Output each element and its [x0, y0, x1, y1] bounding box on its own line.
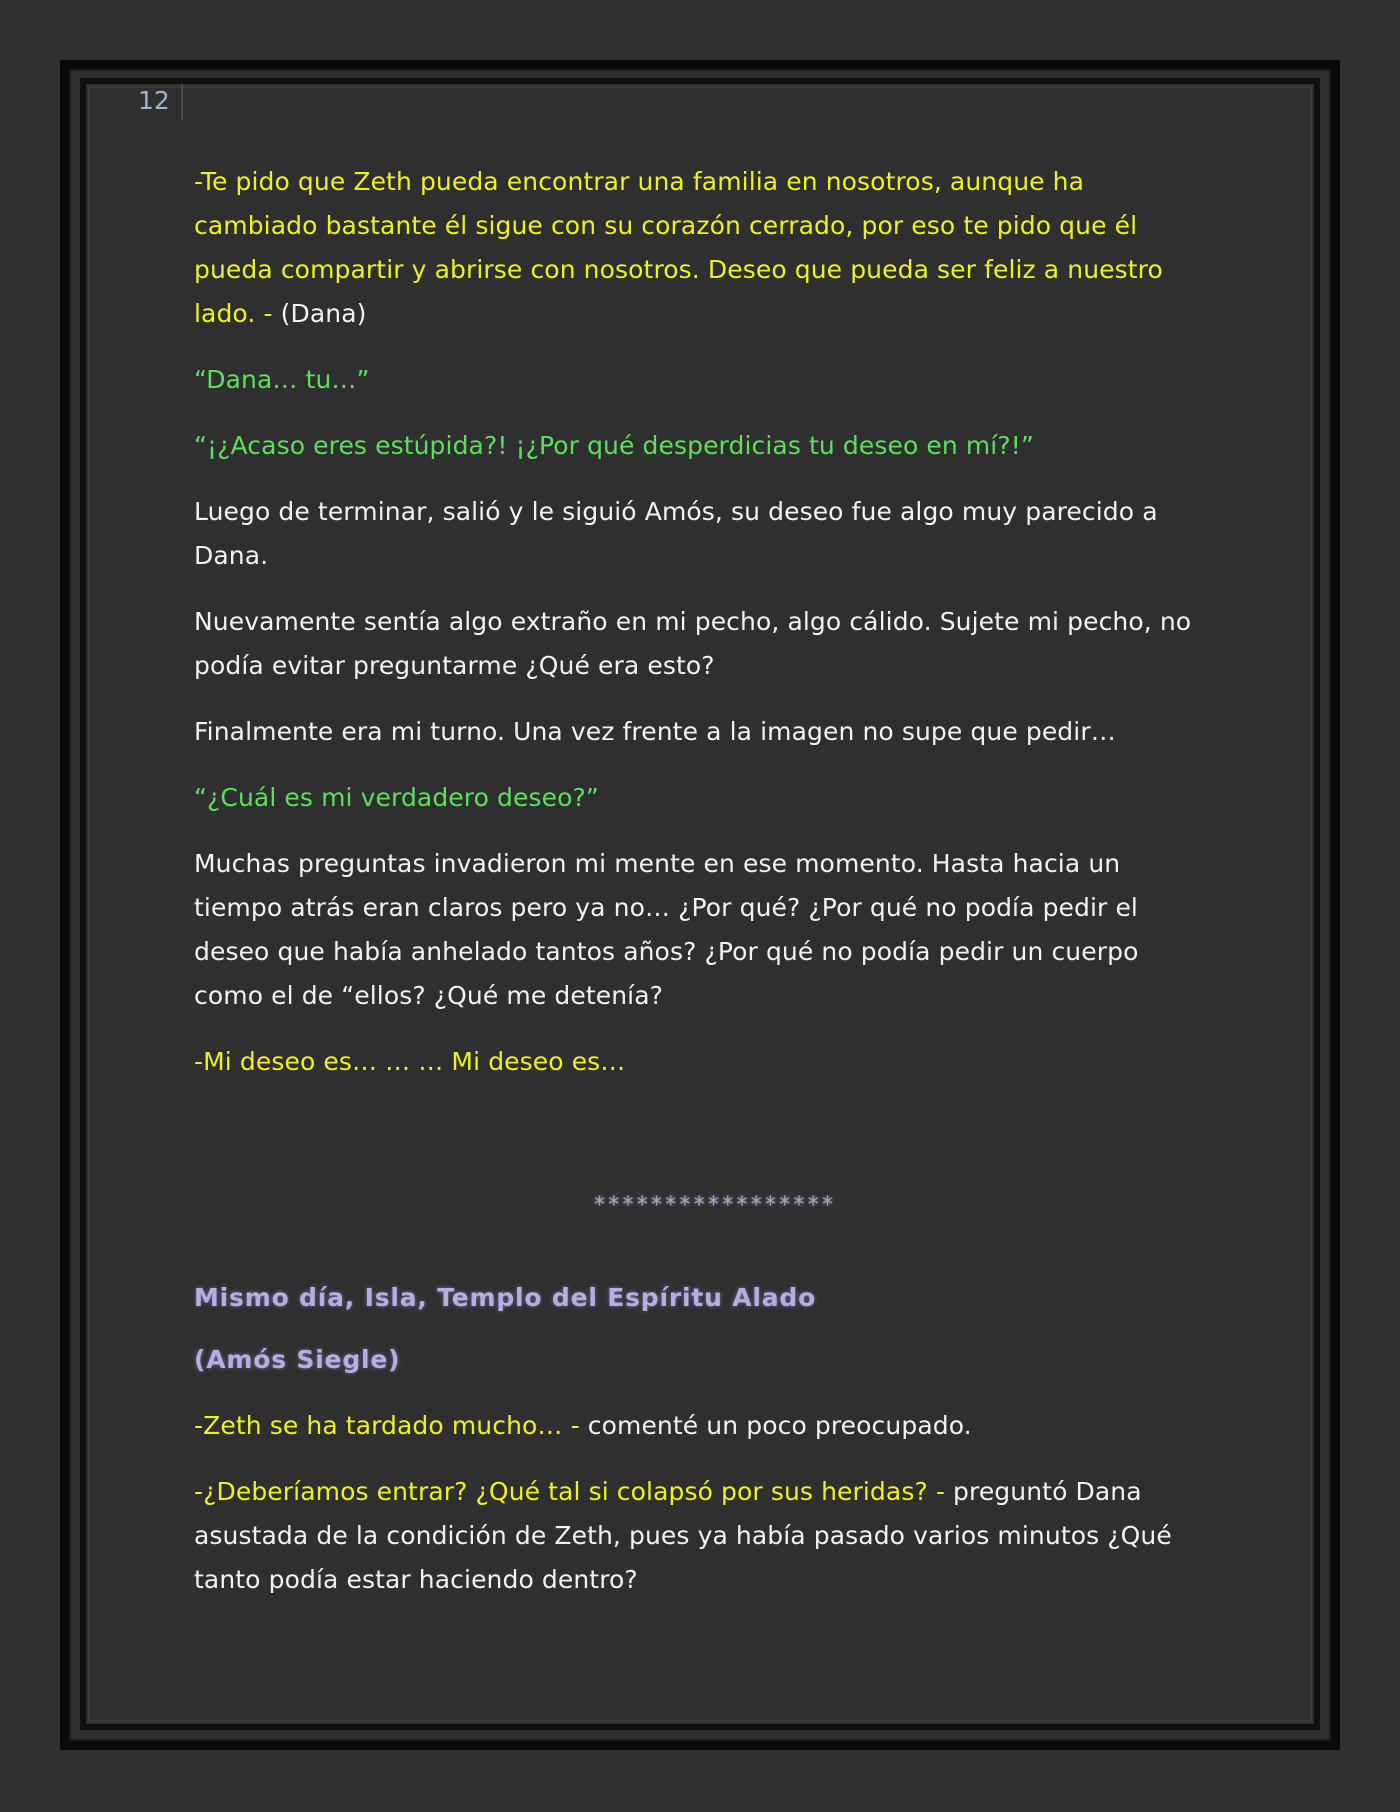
thought-text: “Dana… tu…”	[194, 365, 370, 394]
paragraph-dialogue	[194, 1040, 1214, 1084]
pov-heading: (Amós Siegle)	[194, 1345, 401, 1374]
narration-text: preguntó Dana asustada de la condición de Zeth, pues ya había pasado varios minutos ¿Qué tanto podía estar haciendo dentro?	[194, 1477, 1172, 1594]
thought-text: “¡¿Acaso eres estúpida?! ¡¿Por qué desperdicias tu deseo en mí?!”	[194, 431, 1034, 460]
dialogue-text: -Zeth se ha tardado mucho… -	[194, 1411, 588, 1440]
narration-text: Luego de terminar, salió y le siguió Amós, su deseo fue algo muy parecido a Dana.	[194, 497, 1158, 570]
paragraph-narration	[194, 490, 1214, 578]
paragraph-narration	[194, 842, 1214, 1018]
dialogue-text: -Mi deseo es… … … Mi deseo es…	[194, 1047, 626, 1076]
dialogue-text: -¿Deberíamos entrar? ¿Qué tal si colapsó por sus heridas? -	[194, 1477, 954, 1506]
paragraph-thought	[194, 776, 1214, 820]
paragraph-dialogue	[194, 1404, 1214, 1448]
narration-text: Finalmente era mi turno. Una vez frente a la imagen no supe que pedir…	[194, 717, 1116, 746]
scene-separator: *****************	[592, 1193, 836, 1218]
narration-text: Muchas preguntas invadieron mi mente en ese momento. Hasta hacia un tiempo atrás eran claros pero ya no… ¿Por qué? ¿Por qué no podía pedir el deseo que había anhelado tantos años? ¿Por qué no podía pedir un cuerpo como el de “ellos? ¿Qué me detenía?	[194, 849, 1139, 1010]
page-body	[194, 160, 1214, 1624]
page-number-divider	[181, 84, 183, 120]
narration-text: Nuevamente sentía algo extraño en mi pecho, algo cálido. Sujete mi pecho, no podía evitar preguntarme ¿Qué era esto?	[194, 607, 1192, 680]
paragraph-thought	[194, 358, 1214, 402]
paragraph-dialogue	[194, 1470, 1214, 1602]
speaker-tag: (Dana)	[280, 299, 367, 328]
dialogue-text: -Te pido que Zeth pueda encontrar una familia en nosotros, aunque ha cambiado bastante él sigue con su corazón cerrado, por eso te pido que él pueda compartir y abrirse con nosotros. Deseo que pueda ser feliz a nuestro lado. -	[194, 167, 1163, 328]
page-number: 12	[138, 86, 170, 115]
paragraph-narration	[194, 600, 1214, 688]
paragraph-dana-wish	[194, 160, 1214, 336]
scene-heading: Mismo día, Isla, Templo del Espíritu Alado	[194, 1283, 817, 1312]
paragraph-thought	[194, 424, 1214, 468]
paragraph-narration	[194, 710, 1214, 754]
thought-text: “¿Cuál es mi verdadero deseo?”	[194, 783, 599, 812]
narration-text: comenté un poco preocupado.	[587, 1411, 972, 1440]
